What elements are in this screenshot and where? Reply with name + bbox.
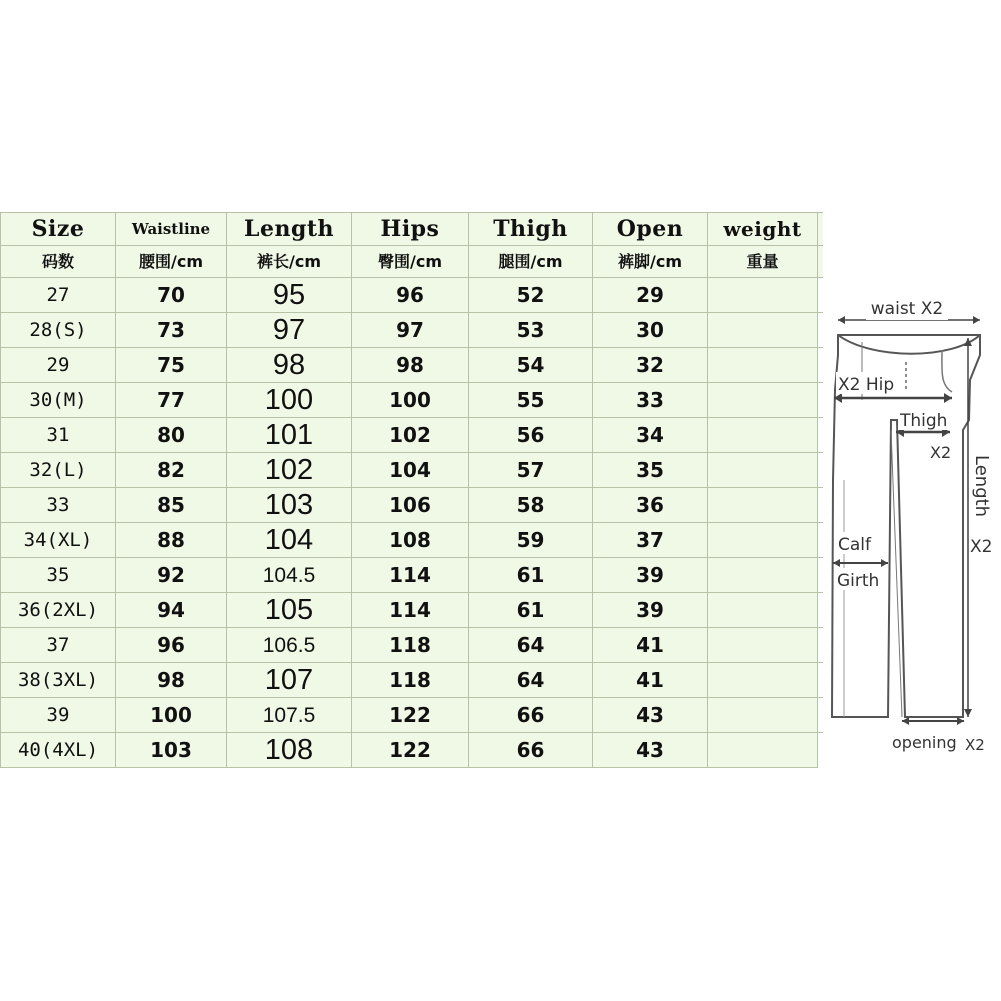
size-cell: 37 — [1, 628, 116, 663]
pants-diagram-svg — [822, 280, 1001, 780]
length-x2-label: X2 — [970, 537, 993, 557]
calf-arrow-left — [833, 559, 840, 567]
calf-arrow-right — [881, 559, 888, 567]
header-waistline-cn: 腰围/cm — [116, 246, 227, 278]
weight-cell — [708, 558, 818, 593]
hips-cell: 98 — [352, 348, 469, 383]
weight-cell — [708, 453, 818, 488]
open-cell: 36 — [593, 488, 708, 523]
waistline-cell: 77 — [116, 383, 227, 418]
size-table — [0, 212, 823, 768]
hips-cell: 106 — [352, 488, 469, 523]
weight-cell — [708, 278, 818, 313]
header-thigh-cn: 腿围/cm — [469, 246, 593, 278]
thigh-cell: 53 — [469, 313, 593, 348]
size-cell: 32(L) — [1, 453, 116, 488]
length-cell: 106.5 — [227, 628, 352, 663]
open-cell: 37 — [593, 523, 708, 558]
hips-cell: 118 — [352, 663, 469, 698]
weight-cell — [708, 593, 818, 628]
hips-cell: 122 — [352, 733, 469, 768]
length-cell: 98 — [227, 348, 352, 383]
weight-cell — [708, 663, 818, 698]
header-size-cn: 码数 — [1, 246, 116, 278]
opening-x2-label: X2 — [965, 736, 985, 754]
thigh-cell: 61 — [469, 558, 593, 593]
header-row-english — [1, 213, 823, 246]
waist-label: waist X2 — [870, 299, 944, 319]
waistline-cell: 80 — [116, 418, 227, 453]
waistline-cell: 85 — [116, 488, 227, 523]
waistline-cell: 103 — [116, 733, 227, 768]
weight-cell — [708, 418, 818, 453]
waistline-cell: 94 — [116, 593, 227, 628]
length-cell: 104.5 — [227, 558, 352, 593]
header-thigh: Thigh — [469, 213, 593, 246]
waist-arrow-right — [973, 316, 980, 324]
table-row — [1, 453, 823, 488]
header-open: Open — [593, 213, 708, 246]
weight-cell — [708, 348, 818, 383]
hips-cell: 108 — [352, 523, 469, 558]
table-row — [1, 418, 823, 453]
open-cell: 33 — [593, 383, 708, 418]
waistline-cell: 96 — [116, 628, 227, 663]
open-cell: 43 — [593, 698, 708, 733]
open-cell: 43 — [593, 733, 708, 768]
table-row — [1, 348, 823, 383]
open-cell: 39 — [593, 593, 708, 628]
thigh-cell: 58 — [469, 488, 593, 523]
size-cell: 39 — [1, 698, 116, 733]
size-cell: 34(XL) — [1, 523, 116, 558]
size-cell: 28(S) — [1, 313, 116, 348]
header-length: Length — [227, 213, 352, 246]
table-row — [1, 313, 823, 348]
hips-cell: 114 — [352, 558, 469, 593]
open-cell: 41 — [593, 628, 708, 663]
weight-cell — [708, 383, 818, 418]
size-cell: 27 — [1, 278, 116, 313]
header-hips-cn: 臀围/cm — [352, 246, 469, 278]
size-cell: 35 — [1, 558, 116, 593]
length-cell: 108 — [227, 733, 352, 768]
waistline-cell: 98 — [116, 663, 227, 698]
length-arrow-bottom — [964, 709, 972, 717]
pants-measurement-diagram — [822, 280, 1001, 780]
length-cell: 100 — [227, 383, 352, 418]
table-row — [1, 698, 823, 733]
hips-cell: 102 — [352, 418, 469, 453]
table-row — [1, 278, 823, 313]
hip-arrow-right — [944, 393, 952, 403]
opening-arrow-right — [957, 717, 964, 725]
length-label: Length — [971, 455, 992, 518]
header-weight-cn: 重量 — [708, 246, 818, 278]
thigh-cell: 57 — [469, 453, 593, 488]
open-cell: 32 — [593, 348, 708, 383]
size-cell: 36(2XL) — [1, 593, 116, 628]
table-row — [1, 733, 823, 768]
length-cell: 107.5 — [227, 698, 352, 733]
header-row-chinese — [1, 246, 823, 278]
header-size: Size — [1, 213, 116, 246]
table-row — [1, 593, 823, 628]
header-weight: weight — [708, 213, 818, 246]
open-cell: 29 — [593, 278, 708, 313]
thigh-cell: 55 — [469, 383, 593, 418]
thigh-cell: 52 — [469, 278, 593, 313]
open-cell: 39 — [593, 558, 708, 593]
thigh-label: Thigh — [900, 411, 948, 431]
header-waistline: Waistline — [116, 213, 227, 246]
thigh-cell: 66 — [469, 698, 593, 733]
girth-label: Girth — [837, 571, 880, 591]
header-spacer — [818, 213, 823, 246]
waistline-cell: 100 — [116, 698, 227, 733]
table-row — [1, 628, 823, 663]
size-cell: 30(M) — [1, 383, 116, 418]
waistline-cell: 92 — [116, 558, 227, 593]
length-cell: 97 — [227, 313, 352, 348]
weight-cell — [708, 523, 818, 558]
size-cell: 33 — [1, 488, 116, 523]
table-row — [1, 383, 823, 418]
size-cell: 40(4XL) — [1, 733, 116, 768]
thigh-cell: 61 — [469, 593, 593, 628]
hips-cell: 114 — [352, 593, 469, 628]
table-row — [1, 488, 823, 523]
calf-label: Calf — [838, 535, 871, 555]
length-cell: 103 — [227, 488, 352, 523]
open-cell: 34 — [593, 418, 708, 453]
length-cell: 101 — [227, 418, 352, 453]
size-cell: 31 — [1, 418, 116, 453]
pocket-line — [942, 350, 952, 392]
thigh-cell: 64 — [469, 663, 593, 698]
hips-cell: 97 — [352, 313, 469, 348]
size-cell: 29 — [1, 348, 116, 383]
weight-cell — [708, 628, 818, 663]
thigh-cell: 59 — [469, 523, 593, 558]
length-cell: 107 — [227, 663, 352, 698]
header-length-cn: 裤长/cm — [227, 246, 352, 278]
table-row — [1, 523, 823, 558]
thigh-cell: 54 — [469, 348, 593, 383]
waistband-curve — [838, 335, 980, 354]
hips-cell: 96 — [352, 278, 469, 313]
thigh-cell: 56 — [469, 418, 593, 453]
hips-cell: 118 — [352, 628, 469, 663]
open-cell: 41 — [593, 663, 708, 698]
header-spacer-cn — [818, 246, 823, 278]
length-cell: 105 — [227, 593, 352, 628]
waistline-cell: 88 — [116, 523, 227, 558]
thigh-cell: 66 — [469, 733, 593, 768]
waistline-cell: 75 — [116, 348, 227, 383]
weight-cell — [708, 733, 818, 768]
table-row — [1, 558, 823, 593]
weight-cell — [708, 698, 818, 733]
open-cell: 35 — [593, 453, 708, 488]
size-cell: 38(3XL) — [1, 663, 116, 698]
table-row — [1, 663, 823, 698]
thigh-x2-label: X2 — [930, 443, 952, 462]
hip-label: X2 Hip — [838, 375, 895, 395]
opening-label: opening — [892, 733, 957, 752]
hips-cell: 122 — [352, 698, 469, 733]
header-open-cn: 裤脚/cm — [593, 246, 708, 278]
waistline-cell: 82 — [116, 453, 227, 488]
length-cell: 104 — [227, 523, 352, 558]
length-cell: 95 — [227, 278, 352, 313]
hips-cell: 104 — [352, 453, 469, 488]
weight-cell — [708, 488, 818, 523]
waist-arrow-left — [838, 316, 845, 324]
header-hips: Hips — [352, 213, 469, 246]
weight-cell — [708, 313, 818, 348]
waistline-cell: 70 — [116, 278, 227, 313]
hips-cell: 100 — [352, 383, 469, 418]
length-cell: 102 — [227, 453, 352, 488]
waistline-cell: 73 — [116, 313, 227, 348]
thigh-cell: 64 — [469, 628, 593, 663]
opening-arrow-left — [902, 717, 909, 725]
open-cell: 30 — [593, 313, 708, 348]
